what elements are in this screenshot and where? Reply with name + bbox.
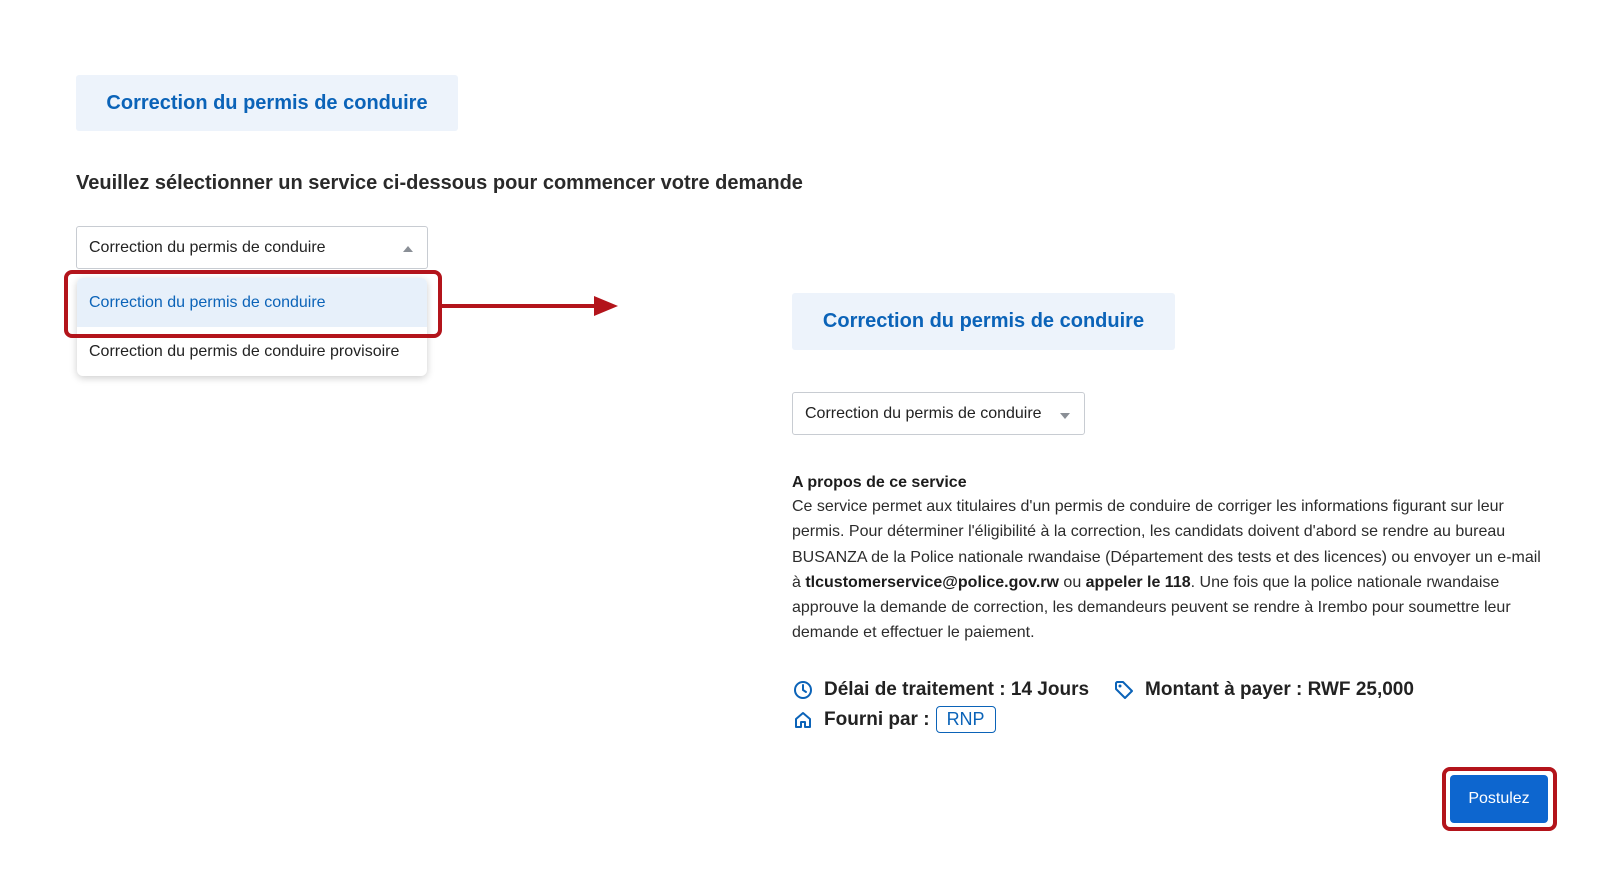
chevron-up-icon	[403, 246, 413, 252]
about-text	[792, 494, 1552, 646]
highlight-box	[64, 270, 442, 338]
apply-button[interactable]: Postulez	[1450, 775, 1548, 823]
service-title: Correction du permis de conduire	[822, 310, 1145, 332]
tag-icon	[1113, 679, 1135, 701]
service-title-chip	[792, 293, 1175, 350]
provided-by-label: Fourni par :	[824, 708, 930, 730]
about-text-part: Ce service permet aux titulaires d'un permis de conduire de corriger les informations figurant sur leur permis. Pour déterminer l'éligibilité à la correction, les candidats doivent d'abord se rendre au bureau BUSANZA de la Police nationale rwandaise (Département des tests et des licences) ou envoyer un e-mail à	[792, 498, 1541, 591]
provider-badge: RNP	[936, 706, 996, 733]
clock-icon	[792, 679, 814, 701]
arrow-annotation	[440, 294, 620, 318]
dropdown-option[interactable]: Correction du permis de conduire provisoire	[89, 342, 400, 360]
about-text-part: . Une fois que la police nationale rwandaise approuve la demande de correction, les demandeurs peuvent se rendre à Irembo pour soumettre leur demande et effectuer le paiement.	[792, 573, 1511, 642]
about-title: A propos de ce service	[792, 474, 967, 491]
service-select-value: Correction du permis de conduire	[89, 238, 326, 256]
about-section	[792, 474, 1552, 646]
service-meta-row	[792, 679, 1414, 701]
page-heading: Veuillez sélectionner un service ci-dessous pour commencer votre demande	[76, 172, 803, 194]
amount-to-pay: Montant à payer : RWF 25,000	[1145, 679, 1414, 700]
dropdown-option[interactable]: Correction du permis de conduire	[77, 278, 427, 327]
processing-time: Délai de traitement : 14 Jours	[824, 679, 1090, 700]
service-title: Correction du permis de conduire	[106, 91, 428, 114]
contact-phone: appeler le 118	[1085, 573, 1191, 591]
service-select[interactable]	[792, 392, 1085, 435]
chevron-down-icon	[1060, 413, 1070, 419]
service-select-value: Correction du permis de conduire	[805, 404, 1042, 422]
service-meta-row	[792, 706, 996, 733]
home-icon	[792, 709, 814, 731]
contact-email: tlcustomerservice@police.gov.rw	[805, 573, 1059, 591]
service-select[interactable]	[76, 226, 428, 269]
service-title-chip	[76, 75, 458, 131]
about-text-part: ou	[1058, 573, 1086, 591]
